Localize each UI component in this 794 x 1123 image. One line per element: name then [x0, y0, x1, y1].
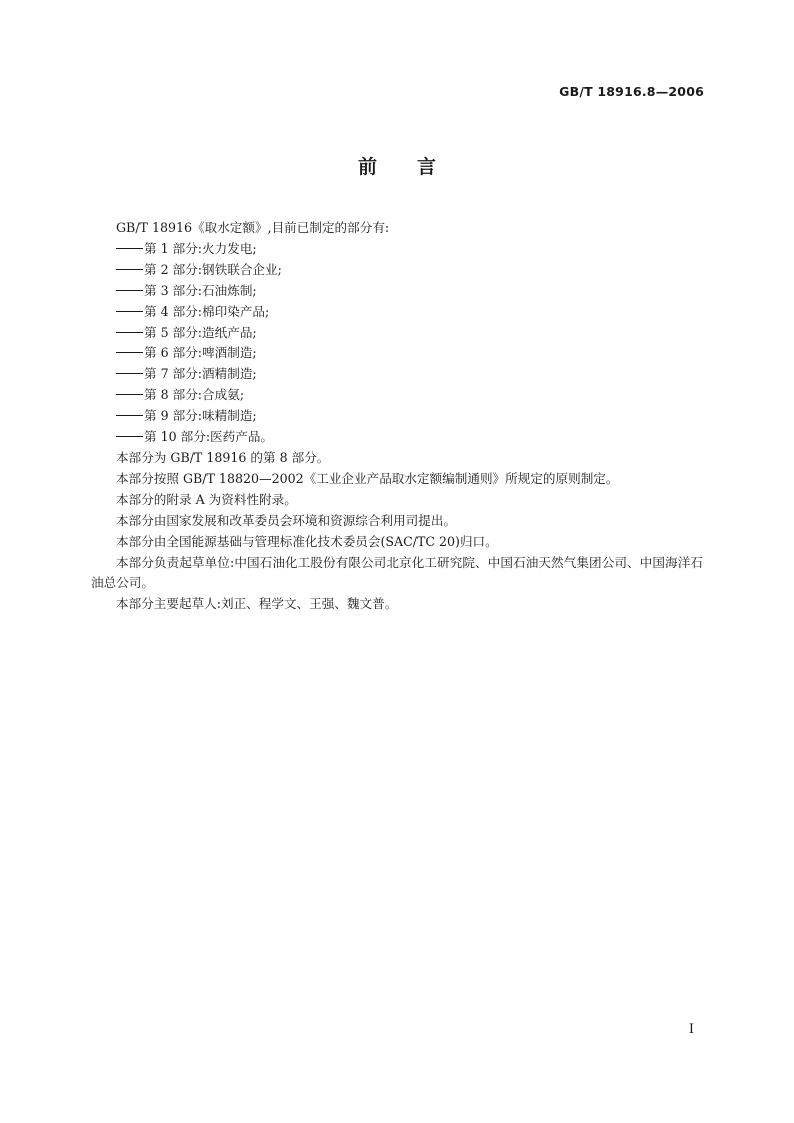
list-item	[91, 239, 703, 260]
list-item	[91, 364, 703, 385]
list-item-text: 第 5 部分:造纸产品;	[144, 324, 257, 340]
dash-mark	[116, 311, 143, 312]
list-item	[91, 281, 703, 302]
proposed-by-paragraph: 本部分由国家发展和改革委员会环境和资源综合利用司提出。	[116, 512, 457, 528]
dash-mark	[116, 332, 143, 333]
foreword-body	[91, 218, 703, 615]
dash-mark	[116, 290, 143, 291]
this-part-paragraph: 本部分为 GB/T 18916 的第 8 部分。	[116, 449, 330, 465]
dash-mark	[116, 248, 143, 249]
list-item-text: 第 3 部分:石油炼制;	[144, 282, 257, 298]
parts-list	[91, 239, 703, 448]
list-item	[91, 260, 703, 281]
list-item-text: 第 8 部分:合成氨;	[144, 387, 245, 403]
page-number: I	[688, 1022, 694, 1037]
annex-paragraph: 本部分的附录 A 为资料性附录。	[116, 491, 297, 507]
drafters-paragraph: 本部分主要起草人:刘正、程学文、王强、魏文普。	[116, 596, 398, 612]
dash-mark	[116, 373, 143, 374]
dash-mark	[116, 352, 143, 353]
intro-paragraph: GB/T 18916《取水定额》,目前已制定的部分有:	[116, 220, 390, 235]
list-item-text: 第 4 部分:棉印染产品;	[144, 303, 270, 319]
list-item	[91, 302, 703, 323]
list-item-text: 第 10 部分:医药产品。	[144, 429, 274, 445]
page-title: 前言	[357, 156, 476, 178]
list-item	[91, 343, 703, 364]
list-item	[91, 427, 703, 448]
list-item-text: 第 1 部分:火力发电;	[144, 240, 257, 256]
list-item-text: 第 2 部分:钢铁联合企业;	[144, 261, 282, 277]
dash-mark	[116, 415, 143, 416]
list-item	[91, 385, 703, 406]
list-item-text: 第 6 部分:啤酒制造;	[144, 345, 257, 361]
standard-code: GB/T 18916.8—2006	[559, 84, 704, 99]
drafting-units-paragraph: 本部分负责起草单位:中国石油化工股份有限公司北京化工研究院、中国石油天然气集团公司、中国海洋石油总公司。	[91, 554, 703, 591]
centralized-by-paragraph: 本部分由全国能源基础与管理标准化技术委员会(SAC/TC 20)归口。	[116, 533, 498, 549]
list-item-text: 第 7 部分:酒精制造;	[144, 366, 257, 382]
list-item-text: 第 9 部分:味精制造;	[144, 408, 257, 424]
list-item	[91, 406, 703, 427]
dash-mark	[116, 436, 143, 437]
dash-mark	[116, 269, 143, 270]
drafting-rules-paragraph: 本部分按照 GB/T 18820—2002《工业企业产品取水定额编制通则》所规定的原则制定。	[116, 470, 619, 486]
dash-mark	[116, 394, 143, 395]
list-item	[91, 323, 703, 344]
